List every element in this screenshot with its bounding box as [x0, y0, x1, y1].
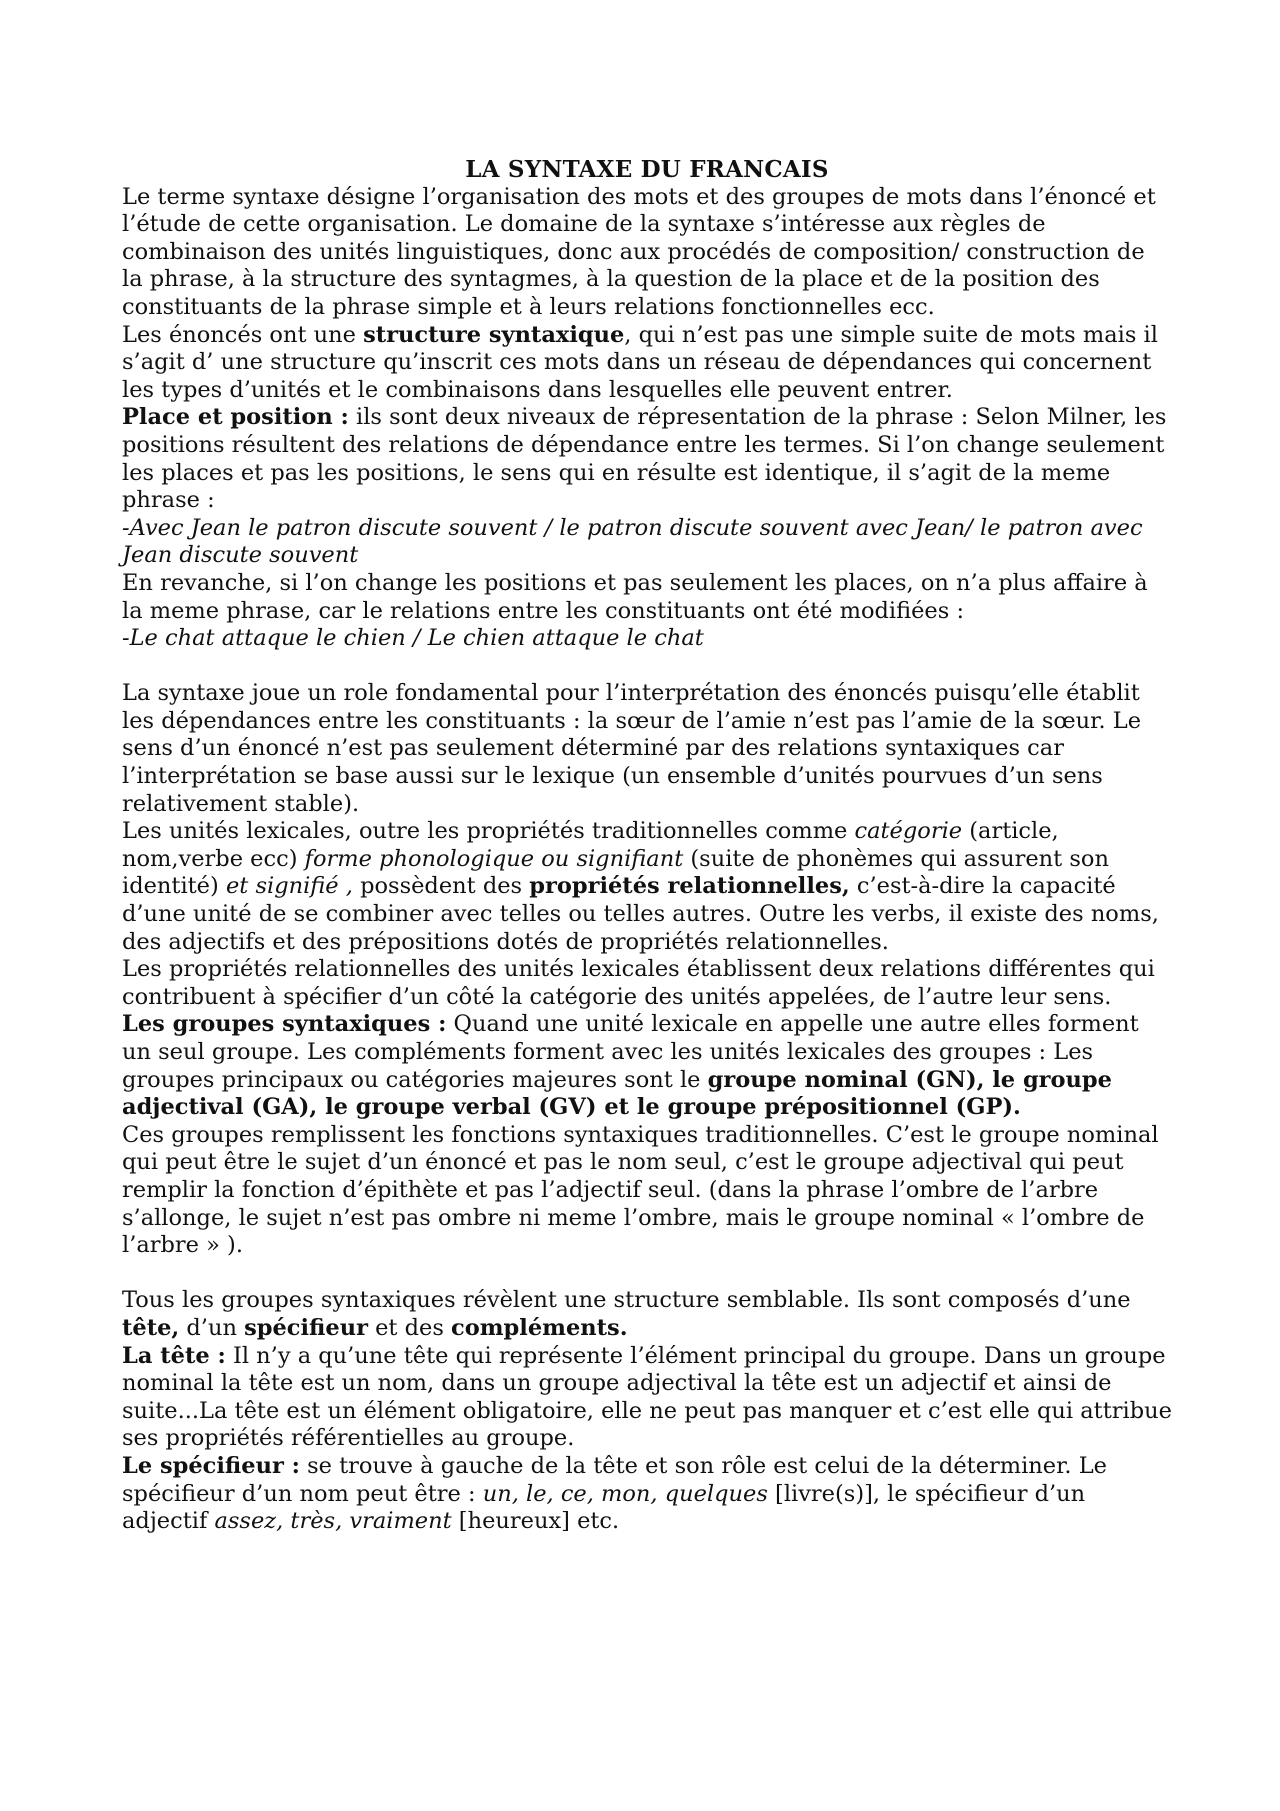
- document-title: LA SYNTAXE DU FRANCAIS: [465, 156, 829, 183]
- paragraph-intro: Le terme syntaxe désigne l’organisation des mots et des groupes de mots dans l’énoncé et l’étude de cette organisation. Le domaine de la syntaxe s’intéresse aux règles de combinaison des unités linguistiques, donc aux procédés de composition/ construction de la phrase, à la structure des syntagmes, à la question de la place et de la position des constituants de la phrase simple et à leurs relations fonctionnelles ecc.: [122, 183, 1156, 320]
- italic-term: assez, très, vraiment: [214, 1508, 452, 1535]
- text-run: se trouve à gauche de la tête et son rôle est celui de la déterminer. Le spécifieur d’un nom peut être :: [122, 1452, 1107, 1507]
- bold-term: tête,: [122, 1314, 180, 1341]
- bold-term: propriétés relationnelles,: [529, 873, 850, 900]
- text-run: Il n’y a qu’une tête qui représente l’élément principal du groupe. Dans un groupe nominal la tête est un nom, dans un groupe adjectival la tête est un adjectif et ainsi de suite...La tête est un élément obligatoire, elle ne peut pas manquer et c’est elle qui attribue ses propriétés référentielles au groupe.: [122, 1342, 1172, 1452]
- text-run: Les énoncés ont une: [122, 321, 364, 348]
- paragraph-structure: [122, 322, 1172, 405]
- bold-term: structure syntaxique: [363, 321, 625, 348]
- italic-example: -Le chat attaque le chien / Le chien attaque le chat: [122, 625, 704, 652]
- text-run: ils sont deux niveaux de répresentation de la phrase : Selon Milner, les positions résultent des relations de dépendance entre les termes. Si l’on change seulement les places et pas les positions, le sens qui en résulte est identique, il s’agit de la meme phrase :: [122, 404, 1167, 514]
- text-run: Quand une unité lexicale en appelle une autre elles forment un seul groupe. Les compléments forment avec les unités lexicales des groupes : Les groupes principaux ou catégories majeures sont le: [122, 1011, 1139, 1093]
- example-patron: [122, 515, 1172, 570]
- paragraph-specifieur: [122, 1453, 1172, 1536]
- bold-term: groupe nominal (GN), le groupe adjectival (GA), le groupe verbal (GV) et le groupe prépositionnel (GP).: [122, 1066, 1112, 1121]
- italic-term: catégorie: [854, 818, 963, 845]
- text-run: Tous les groupes syntaxiques révèlent une structure semblable. Ils sont composés d’une: [122, 1287, 1131, 1314]
- text-run: Les unités lexicales, outre les propriétés traditionnelles comme: [122, 818, 855, 845]
- paragraph-role: La syntaxe joue un role fondamental pour l’interprétation des énoncés puisqu’elle établit les dépendances entre les constituants : la sœur de l’amie n’est pas l’amie de la sœur. Le sens d’un énoncé n’est pas seulement déterminé par des relations syntaxiques car l’interprétation se base aussi sur le lexique (un ensemble d’unités pourvues d’un sens relativement stable).: [122, 680, 1142, 817]
- text-run: , qui n’est pas une simple suite de mots mais il s’agit d’ une structure qu’inscrit ces mots dans un réseau de dépendances qui concernent les types d’unités et le combinaisons dans lesquelles elle peuvent entrer.: [122, 321, 1158, 403]
- document-page: [122, 156, 1172, 1536]
- bold-heading: Place et position :: [122, 404, 349, 431]
- blank-line: [122, 1260, 1172, 1288]
- paragraph-groupes: [122, 1011, 1172, 1121]
- bold-heading: Les groupes syntaxiques :: [122, 1011, 447, 1038]
- text-run: possèdent des: [352, 873, 530, 900]
- text-run: (article, nom,verbe ecc): [122, 818, 1059, 872]
- italic-term: un, le, ce, mon, quelques: [482, 1480, 768, 1507]
- italic-term: et signifié ,: [225, 873, 353, 900]
- blank-line: [122, 653, 1172, 681]
- paragraph-tete: [122, 1343, 1172, 1453]
- paragraph-place-position: [122, 404, 1172, 514]
- text-run: d’un: [179, 1314, 245, 1341]
- bold-term: spécifieur: [244, 1314, 368, 1341]
- paragraph-structure-groupes: [122, 1287, 1172, 1342]
- text-run: [heureux] etc.: [451, 1508, 620, 1535]
- bold-term: compléments.: [451, 1314, 628, 1341]
- text-run: [livre(s)], le spécifieur d’un adjectif: [122, 1480, 1086, 1535]
- example-chat: [122, 625, 1172, 653]
- text-run: et des: [367, 1314, 452, 1341]
- bold-heading: Le spécifieur :: [122, 1452, 300, 1479]
- text-run: (suite de phonèmes qui assurent son identité): [122, 845, 1109, 900]
- paragraph-fonctions: Ces groupes remplissent les fonctions syntaxiques traditionnelles. C’est le groupe nominal qui peut être le sujet d’un énoncé et pas le nom seul, c’est le groupe adjectival qui peut remplir la fonction d’épithète et pas l’adjectif seul. (dans la phrase l’ombre de l’arbre s’allonge, le sujet n’est pas ombre ni meme l’ombre, mais le groupe nominal « l’ombre de l’arbre » ).: [122, 1121, 1159, 1259]
- italic-term: forme phonologique ou signifiant: [304, 845, 684, 872]
- italic-example: -Avec Jean le patron discute souvent / le patron discute souvent avec Jean/ le patron avec Jean discute souvent: [122, 514, 1143, 569]
- paragraph-revanche: En revanche, si l’on change les positions et pas seulement les places, on n’a plus affaire à la meme phrase, car le relations entre les constituants ont été modifiées :: [122, 569, 1148, 624]
- text-run: c’est-à-dire la capacité d’une unité de se combiner avec telles ou telles autres. Outre les verbs, il existe des noms, des adjectifs et des prépositions dotés de propriétés relationnelles.: [122, 873, 1159, 955]
- paragraph-unites-lexicales: [122, 818, 1172, 956]
- paragraph-proprietes: Les propriétés relationnelles des unités lexicales établissent deux relations différentes qui contribuent à spécifier d’un côté la catégorie des unités appelées, de l’autre leur sens.: [122, 956, 1155, 1010]
- bold-heading: La tête :: [122, 1342, 226, 1369]
